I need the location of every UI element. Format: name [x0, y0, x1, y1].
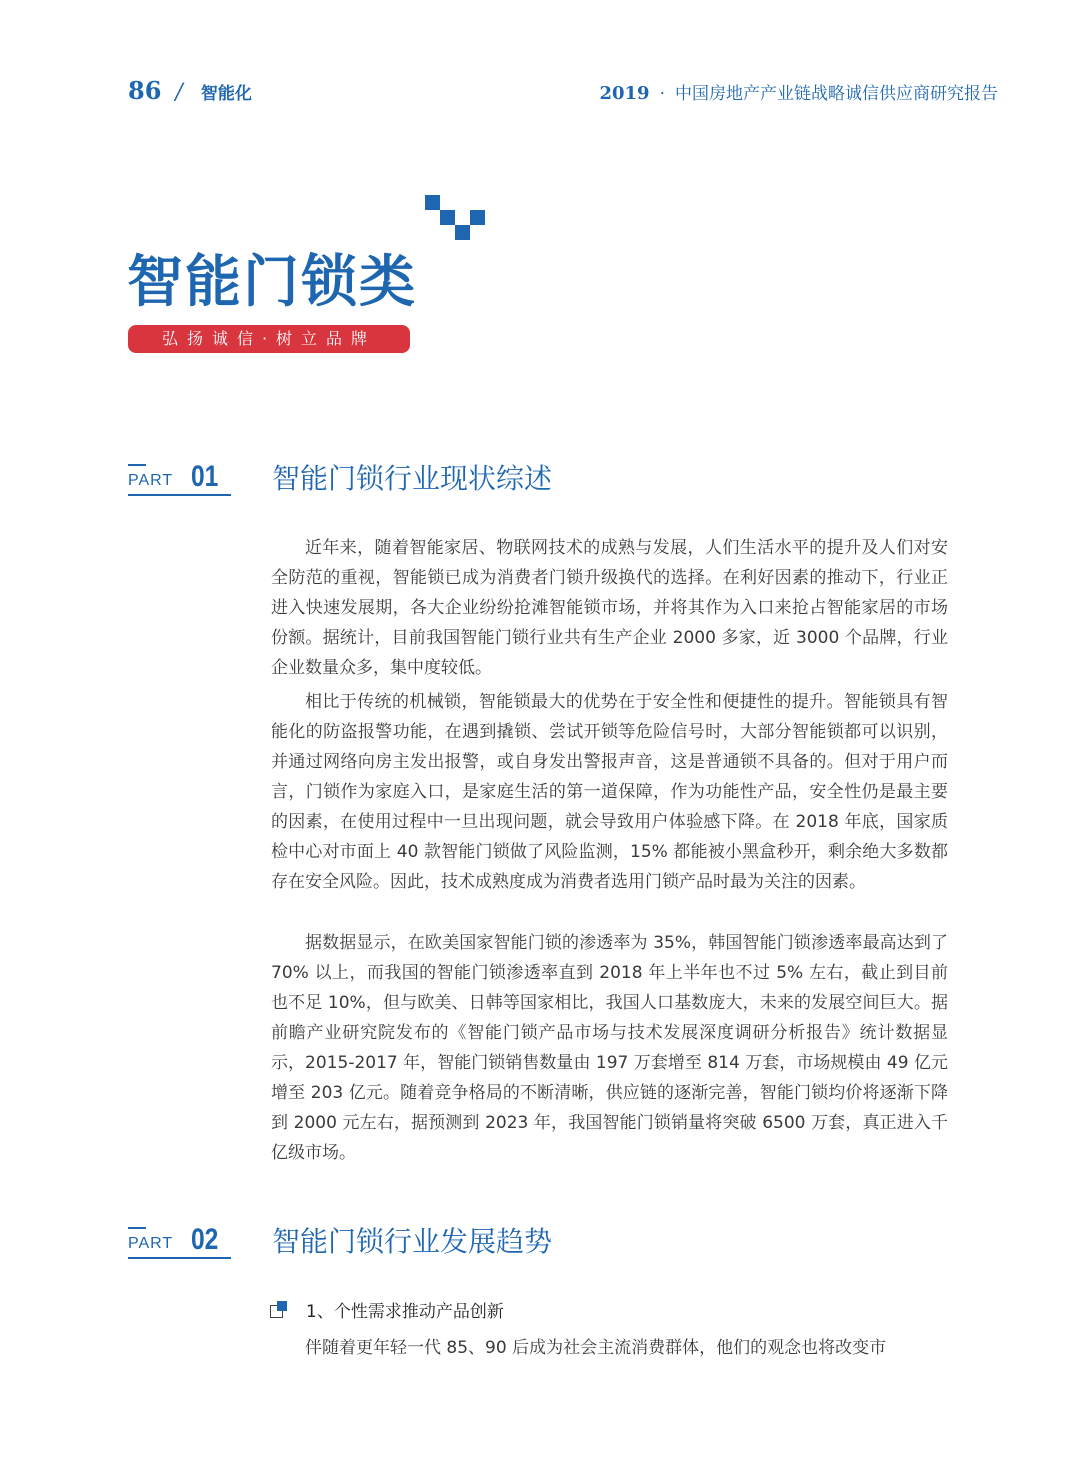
paragraph-4: 伴随着更年轻一代 85、90 后成为社会主流消费群体，他们的观念也将改变市: [305, 1338, 887, 1358]
report-title: 中国房地产产业链战略诚信供应商研究报告: [675, 84, 998, 104]
part-01-tag: [128, 460, 231, 496]
paragraph-2: 相比于传统的机械锁，智能锁最大的优势在于安全性和便捷性的提升。智能锁具有智能化的防盗报警功能，在遇到撬锁、尝试开锁等危险信号时，大部分智能锁都可以识别，并通过网络向房主发出报警，或自身发出警报声音，这是普通锁不具备的。但对于用户而言，门锁作为家庭入口，是家庭生活的第一道保障，作为功能性产品，安全性仍是最主要的因素，在使用过程中一旦出现问题，就会导致用户体验感下降。在 2018 年底，国家质检中心对市面上 40 款智能门锁做了风险监测，15% 都能被小黑盒秒开，剩余绝大多数都存在安全风险。因此，技术成熟度成为消费者选用门锁产品时最为关注的因素。: [271, 692, 948, 892]
page-title: 智能门锁类: [127, 250, 417, 315]
part-label: PART: [128, 1235, 174, 1252]
section-name: 智能化: [200, 84, 252, 104]
paragraph-1: 近年来，随着智能家居、物联网技术的成熟与发展，人们生活水平的提升及人们对安全防范的重视，智能锁已成为消费者门锁升级换代的选择。在利好因素的推动下，行业正进入快速发展期，各大企业纷纷抢滩智能锁市场，并将其作为入口来抢占智能家居的市场份额。据统计，目前我国智能门锁行业共有生产企业 2000 多家，近 3000 个品牌，行业企业数量众多，集中度较低。: [271, 538, 948, 678]
paragraph-3: 据数据显示，在欧美国家智能门锁的渗透率为 35%，韩国智能门锁渗透率最高达到了 70% 以上，而我国的智能门锁渗透率直到 2018 年上半年也不过 5% 左右，截止到目前也不足 10%，但与欧美、日韩等国家相比，我国人口基数庞大，未来的发展空间巨大。据前瞻产业研究院发布的《智能门锁产品市场与技术发展深度调研分析报告》统计数据显示，2015-2017 年，智能门锁销售数量由 197 万套增至 814 万套，市场规模由 49 亿元增至 203 亿元。随着竞争格局的不断清晰，供应链的逐渐完善，智能门锁均价将逐渐下降到 2000 元左右，据预测到 2023 年，我国智能门锁销量将突破 6500 万套，真正进入千亿级市场。: [271, 933, 948, 1163]
part-02-tag: [128, 1223, 231, 1259]
slogan-badge: 弘扬诚信·树立品牌: [128, 325, 410, 353]
part-label: PART: [128, 472, 174, 489]
running-header-right: [599, 79, 998, 104]
page-number: 86: [128, 76, 162, 105]
square-bullet-icon: [270, 1301, 288, 1319]
running-header-left: [128, 76, 252, 105]
subheading: [270, 1297, 504, 1322]
report-year: 2019: [599, 83, 650, 104]
header-slash: /: [175, 80, 183, 105]
header-dot: ·: [659, 84, 665, 104]
part-number: 02: [191, 1223, 219, 1256]
part-01-title: 智能门锁行业现状综述: [272, 462, 553, 495]
part-02-title: 智能门锁行业发展趋势: [272, 1225, 553, 1258]
part-number: 01: [191, 460, 219, 493]
subheading-label: 1、个性需求推动产品创新: [306, 1302, 504, 1322]
